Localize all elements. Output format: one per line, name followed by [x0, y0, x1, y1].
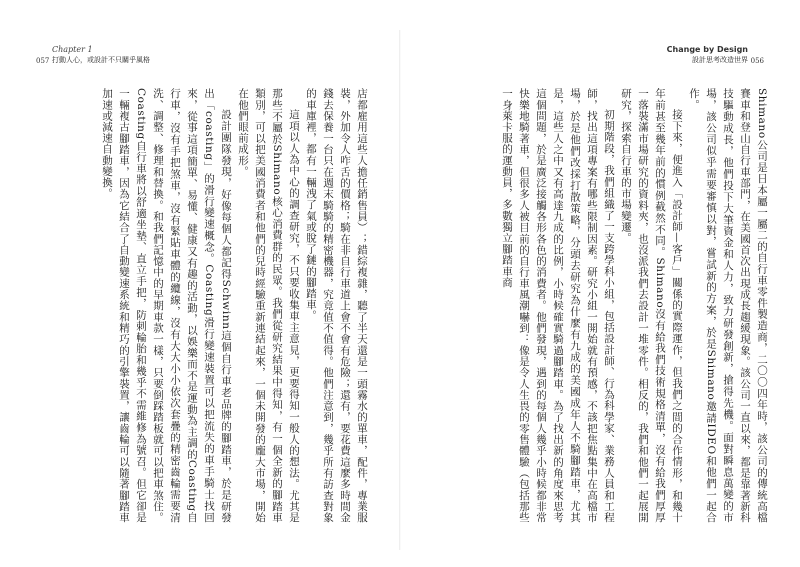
- paragraph: 店都雇用這些人擔任銷售員）；錯綜複雜，聽了半天還是一頭霧水的單車，配件，專業服裝，外加令人咋舌的價格；騎在非自行車道上會不會有危險；還有，要花費這麼多時間金錢去保養一台只在週末騎騎的精密機器，究竟值不值得。他們注意到，幾乎所有訪查對象的車庫裡，都有一輛洩了氣或脫了鏈的腳踏車。: [305, 88, 368, 523]
- right-page-body: [430, 88, 770, 523]
- paragraph: Shimano公司是日本屬一屬二的自行車零件製造商，二〇〇四年時，該公司的傳統高檔賽車和登山自行車部門，在美國首次出現成長趨緩現象。該公司一直以來，都是靠著新科技驅動成長，他們投下大筆資金和人力，致力研發創新，搶得先機。面對瞬息萬變的市場，該公司似乎需要審慎以對，嘗試新的方案，於是Shimano邀請IDEO和他們一起合作。: [688, 88, 768, 523]
- paragraph: 接下來，便進入「設計師—客戶」關係的實際運作，但我們之間的合作情形，和幾十年前甚至幾年前的慣例截然不同。Shimano沒有給我們技術規格清單，沒有給我們厚厚一落裝滿市場研究的資料夾，也沒派我們去設計一堆零件。相反的，我們和他們一起展開研究，探索自行車的市場變遷。: [620, 88, 683, 523]
- book-subtitle: 設計思考改造世界: [692, 56, 748, 64]
- book-title: Change by Design: [666, 45, 748, 54]
- paragraph: 初期階段，我們組織了一支跨學科小組，包括設計師、行為科學家、業務人員和工程師，找出這項專案有哪些限制因素。研究小組一開始就有預感，不該把焦點集中在高檔市場，於是他們改採打散策略，分頭去研究為什麼有九成的美國成年人不騎腳踏車，尤其是，這些人之中又有高達九成的比例，小時候確實騎過腳踏車。為了找出新的角度來思考這個問題，於是廣泛接觸各形各色的消費者。他們發現，遇到的每個人幾乎小時候都非常快樂地騎著車，但很多人被目前的自行車風潮嚇到：像是令人生畏的零售體驗（包括那些一身萊卡服的運動員，多數獨立腳踏車商: [501, 88, 615, 523]
- left-page-body: [30, 88, 370, 523]
- book-gutter: [399, 30, 401, 550]
- page-number-right: 056: [750, 57, 764, 65]
- page-number-left: 057: [36, 57, 50, 65]
- paragraph: 設計團隊發現，好像每個人都記得Schwinn這個自行車老品牌的腳踏車，於是研發出「coasting」的滑行變速概念。Coasting滑行變速裝置可以把流失的車手騎士找回來，從事這項簡單、易懂、健康又有趣的活動，以娛樂而不是運動為主調的Coasting自行車，沒有手把煞車，沒有緊貼車體的纜線，沒有大大小小依次套疊的精密齒輪需要清洗、調整、修理和替換。和我們記憶中的早期車款一樣，只要倒踩踏板就可以把車煞住。Coasting自行車將以舒適坐墊、直立手把，防刺輪胎和幾乎不需維修為號召。但它卻是一輛複古腳踏車，因為它結合了自動變速系統和精巧的引擎裝置，讓齒輪可以隨著腳踏車加速或減速自動變換。: [101, 88, 232, 523]
- chapter-label: Chapter 1: [52, 45, 93, 54]
- chapter-subtitle: 打動人心，或設計不只關乎風格: [52, 56, 150, 64]
- running-header-right: [667, 44, 764, 66]
- running-header-left: [36, 44, 150, 66]
- paragraph: 這項以人為中心的調查研究，不只要收集車主意見，更要得知一般人的想法。尤其是那些不屬於Shimano核心消費群的民眾。我們從研究結果中得知，有一個全新的腳踏車類別，可以把美國消費者和他們的兒時經驗重新連結起來，一個未開發的龐大市場，開始在他們眼前成形。: [237, 88, 300, 523]
